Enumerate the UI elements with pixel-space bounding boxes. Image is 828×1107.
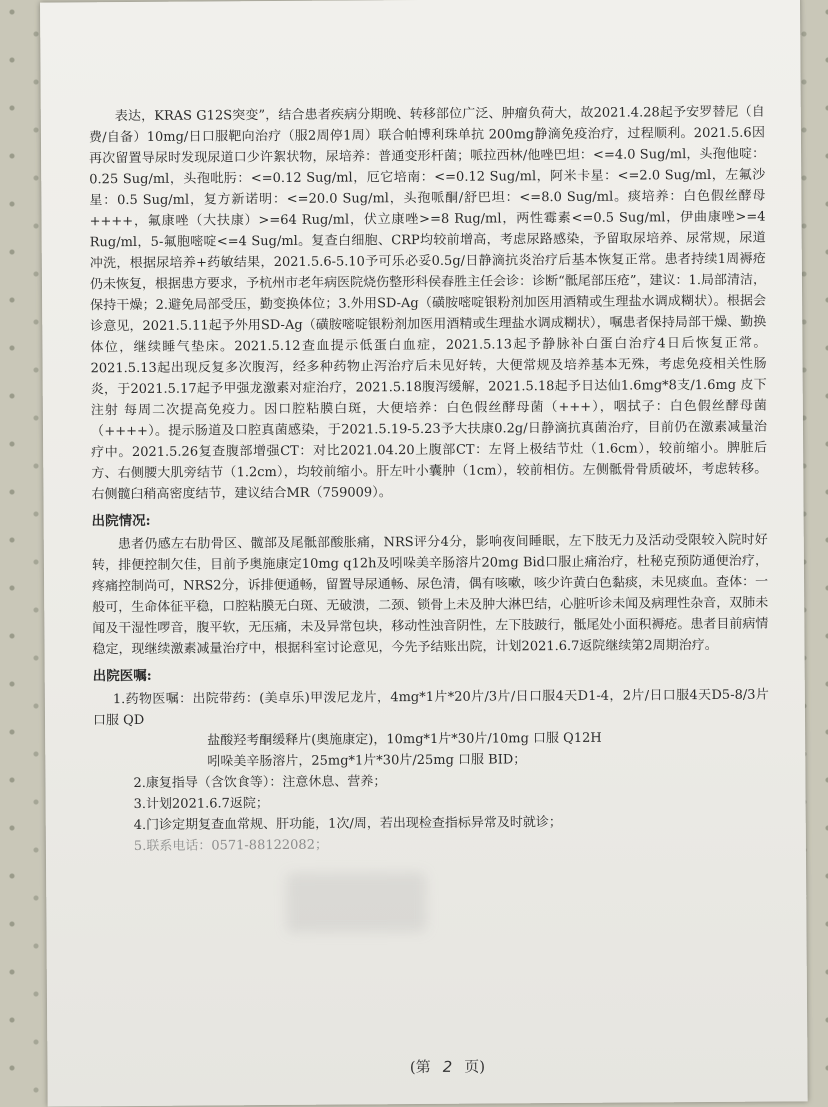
page-number: 2 <box>442 1057 453 1076</box>
faded-seal-watermark <box>316 935 557 975</box>
return-plan-item: 3.计划2021.6.7返院； <box>133 796 269 813</box>
follow-up-item: 4.门诊定期复查血常规、肝功能，1次/周，若出现检查指标异常及时就诊； <box>133 815 562 834</box>
medication-sub-line: 盐酸羟考酮缓释片(奥施康定)，10mg*1片*30片/10mg 口服 Q12H <box>207 730 602 749</box>
page-number-footer <box>377 1055 517 1077</box>
discharge-orders-heading: 出院医嘱: <box>92 667 152 685</box>
rehab-guidance-item: 2.康复指导（含饮食等）：注意休息、营养； <box>133 774 387 792</box>
document-body <box>89 102 770 858</box>
page-suffix: 页) <box>464 1057 486 1076</box>
page-prefix: (第 <box>409 1057 431 1077</box>
medication-order-line: 1.药物医嘱：出院带药：(美卓乐)甲泼尼龙片，4mg*1片*20片/3片/日口服4天D1-4，2片/日口服4天D5-8/3片 口服 QD <box>92 687 769 729</box>
discharge-status-paragraph: 患者仍感左右肋骨区、髋部及尾骶部酸胀痛，NRS评分4分，影响夜间睡眠，左下肢无力及活动受限较入院时好转，排便控制欠佳，目前予奥施康定10mg q12h及吲哚美辛肠溶片20mg Bid口服止痛治疗，杜秘克预防通便治疗，疼痛控制尚可，NRS2分，诉排便通畅，留置导尿通畅、尿色清，偶有咳嗽，咳少许黄白色黏痰，未见痰血。查体：一般可，生命体征平稳，口腔粘膜无白斑、无破溃，二颈、锁骨上未及肿大淋巴结，心脏听诊未闻及病理性杂音，双肺未闻及干湿性啰音，腹平软，无压痛，未及异常包块，移动性浊音阴性，左下肢跛行，骶尾处小面积褥疮。患者目前病情稳定，现继续激素减量治疗中，根据科室讨论意见，今先予结账出院，计划2021.6.7返院继续第2周期治疗。 <box>91 532 769 658</box>
medical-history-paragraph: 表达，KRAS G12S突变”，结合患者疾病分期晚、转移部位广泛、肿瘤负荷大，故2021.4.28起予安罗替尼（自费/自备）10mg/日口服靶向治疗（服2周停1周）联合帕博利珠单抗 200mg静滴免疫治疗，过程顺利。2021.5.6因再次留置导尿时发现尿道口少许絮状物，尿培养：普通变形杆菌；哌拉西林/他唑巴坦：<=4.0 Sug/ml，头孢他啶：0.25 Sug/ml，头孢吡肟：<=0.12 Sug/ml，厄它培南：<=0.12 Sug/ml，阿米卡星：<=2.0 Sug/ml，左氟沙星：0.5 Sug/ml，复方新诺明：<=20.0 Sug/ml，头孢哌酮/舒巴坦：<=8.0 Sug/ml。痰培养：白色假丝酵母++++，氟康唑（大扶康）>=64 Rug/ml，伏立康唑>=8 Rug/ml，两性霉素<=0.5 Sug/ml，伊曲康唑>=4 Rug/ml，5-氟胞嘧啶<=4 Sug/ml。复查白细胞、CRP均较前增高，考虑尿路感染，予留取尿培养、尿常规，尿道冲洗，根据尿培养+药敏结果，2021.5.6-5.10予可乐必妥0.5g/日静滴抗炎治疗后基本恢复正常。患者持续1周褥疮仍未恢复，根据患方要求，予杭州市老年病医院烧伤整形科侯春胜主任会诊：诊断“骶尾部压疮”，建议：1.局部清洁，保持干燥；2.避免局部受压，勤变换体位；3.外用SD-Ag（磺胺嘧啶银粉剂加医用酒精或生理盐水调成糊状）。根据会诊意见，2021.5.11起予外用SD-Ag（磺胺嘧啶银粉剂加医用酒精或生理盐水调成糊状），嘱患者保持局部干燥、勤换体位，继续睡气垫床。2021.5.12查血提示低蛋白血症，2021.5.13起予静脉补白蛋白治疗4日后恢复正常。2021.5.13起出现反复多次腹泻，经多种药物止泻治疗后未见好转，大便常规及培养基本无殊，考虑免疫相关性肠炎，于2021.5.17起予甲强龙激素对症治疗，2021.5.18腹泻缓解，2021.5.18起予日达仙1.6mg*8支/1.6mg 皮下注射 每周二次提高免疫力。因口腔粘膜白斑，大便培养：白色假丝酵母菌（+++），咽拭子：白色假丝酵母菌（++++）。提示肠道及口腔真菌感染，于2021.5.19-5.23予大扶康0.2g/日静滴抗真菌治疗，目前仍在激素减量治疗中。2021.5.26复查腹部增强CT：对比2021.04.20上腹部CT：左肾上极结节灶（1.6cm），较前缩小。脾脏后方、右侧腰大肌旁结节（1.2cm），均较前缩小。肝左叶小囊肿（1cm），较前相仿。左侧骶骨骨质破坏，考虑转移。右侧髋臼稍高密度结节，建议结合MR（759009）。 <box>88 104 768 503</box>
discharge-status-heading: 出院情况: <box>91 512 151 530</box>
contact-phone-item: 5.联系电话：0571-88122082； <box>133 837 329 855</box>
medication-sub-line: 吲哚美辛肠溶片，25mg*1片*30片/25mg 口服 BID； <box>207 752 527 770</box>
paper-sheet <box>40 0 808 1107</box>
faded-stamp-mark <box>286 872 426 933</box>
